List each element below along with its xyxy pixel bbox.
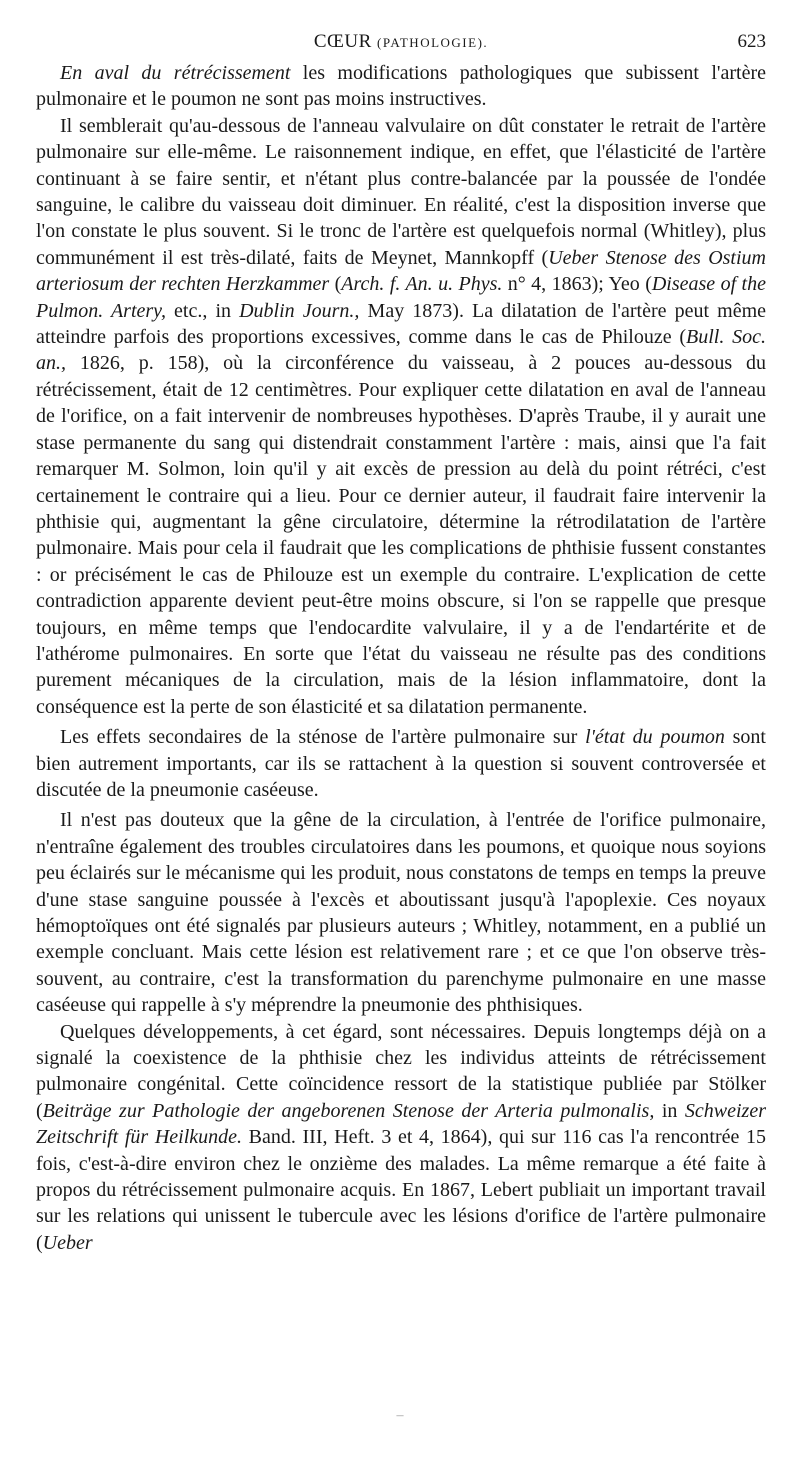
footer-mark: – <box>396 1408 404 1423</box>
paragraph <box>36 724 766 803</box>
italic-text-run: Beiträge zur Pathologie der angeborenen Stenose der Arteria pulmonalis, <box>42 1099 655 1122</box>
italic-text-run: l'état du poumon <box>585 726 725 749</box>
text-run: in <box>654 1099 685 1122</box>
text-run: May 1873). La dilatation de l'artère peut même atteindre parfois des proportions excessives, comme dans le cas de Philouze ( <box>36 299 767 349</box>
body-text <box>36 60 766 1256</box>
text-run: etc., in <box>165 299 240 322</box>
text-run: Band. III, Heft. 3 et 4, 1864), qui sur 116 cas l'a rencontrée 15 fois, c'est-à-dire environ chez le onzième des malades. La même remarque a été faite à propos du rétrécissement pulmonaire acquis. En 1867, Lebert publiait un important travail sur les relations qui unissent le tubercule avec les lésions d'orifice de l'artère pulmonaire ( <box>36 1126 766 1254</box>
italic-text-run: En aval du rétrécissement <box>60 62 291 84</box>
italic-text-run: Bull. Soc. an., <box>36 326 766 375</box>
running-head <box>36 30 766 54</box>
italic-text-run: Disease of the Pulmon. Artery, <box>36 273 766 322</box>
paragraph <box>36 60 766 113</box>
italic-text-run: Ueber Stenose des Ostium arteriosum der rechten Herzkammer <box>36 246 766 296</box>
text-run: 1826, p. 158), où la circonférence du vaisseau, à 2 pouces au-dessous du rétrécissement, était de 12 centimètres. Pour expliquer cette dilatation en aval de l'anneau de l'orifice, on a fait intervenir de nombreuses hypothèses. D'après Traube, il y aurait une stase permanente du sang qui distendrait constamment l'artère : mais, ainsi que l'a fait remarquer M. Solmon, loin qu'il y ait excès de pression au delà du point rétréci, c'est certainement le contraire qui a lieu. Pour ce dernier auteur, il faudrait faire intervenir la phthisie qui, augmentant la gêne circulatoire, détermine la rétrodilatation de l'artère pulmonaire. Mais pour cela il faudrait que les complications de phthisie fussent constantes : or précisément le cas de Philouze est un exemple du contraire. L'explication de cette contradiction apparente devient peut-être moins obscure, si l'on se rappelle que presque toujours, en même temps que l'endocardite valvulaire, il y a de l'endartérite et de l'athérome pulmonaires. En sorte que l'état du vaisseau ne résulte pas des conditions purement mécaniques de la circulation, mais de la lésion inflammatoire, dont la conséquence est la perte de son élasticité et sa dilatation permanente. <box>36 352 766 718</box>
italic-text-run: Schweizer Zeitschrift für Heilkunde. <box>36 1099 766 1149</box>
text-run: les modifications pathologiques que subissent l'artère pulmonaire et le poumon ne sont pas moins instructives. <box>36 62 766 111</box>
paragraph <box>36 113 766 720</box>
paragraph <box>36 807 766 1018</box>
paragraph <box>36 1019 766 1257</box>
running-title-main: CŒUR <box>313 31 372 52</box>
page-number: 623 <box>737 31 766 52</box>
text-run: ( <box>329 273 342 296</box>
running-title-section: (PATHOLOGIE). <box>377 35 489 50</box>
document-page <box>36 30 766 1256</box>
running-title <box>36 30 766 55</box>
italic-text-run: Dublin Journ., <box>239 299 360 322</box>
text-run: sont bien autrement importants, car ils se rattachent à la question si souvent controversée et discutée de la pneumonie caséeuse. <box>36 726 766 801</box>
text-run: Il n'est pas douteux que la gêne de la circulation, à l'entrée de l'orifice pulmonaire, n'entraîne également des troubles circulatoires dans les poumons, et quoique nous soyions peu éclairés sur le mécanisme qui les produit, nous constatons de temps en temps la preuve d'une stase sanguine poussée à l'excès et aboutissant jusqu'à l'apoplexie. Ces noyaux hémoptoïques ont été signalés par plusieurs auteurs ; Whitley, notamment, en a publié un exemple concluant. Mais cette lésion est relativement rare ; et ce que l'on observe très-souvent, au contraire, c'est la transformation du parenchyme pulmonaire en une masse caséeuse qui rappelle à s'y méprendre la pneumonie des phthisiques. <box>36 809 766 1017</box>
text-run: n° 4, 1863); Yeo ( <box>502 273 652 296</box>
italic-text-run: Arch. f. An. u. Phys. <box>341 273 503 296</box>
text-run: Il semblerait qu'au-dessous de l'anneau valvulaire on dût constater le retrait de l'artère pulmonaire sur elle-même. Le raisonnement indique, en effet, que l'élasticité de l'artère continuant à se faire sentir, et n'étant plus contre-balancée par la poussée de l'ondée sanguine, le calibre du vaisseau doit diminuer. En réalité, c'est la disposition inverse que l'on constate le plus souvent. Si le tronc de l'artère est quelquefois normal (Whitley), plus communément il est très-dilaté, faits de Meynet, Mannkopff ( <box>36 114 766 269</box>
text-run: Les effets secondaires de la sténose de l'artère pulmonaire sur <box>60 726 586 749</box>
italic-text-run: Ueber <box>42 1231 93 1254</box>
text-run: Quelques développements, à cet égard, sont nécessaires. Depuis longtemps déjà on a signalé la coexistence de la phthisie chez les individus atteints de rétrécissement pulmonaire congénital. Cette coïncidence ressort de la statistique publiée par Stölker ( <box>36 1020 766 1122</box>
